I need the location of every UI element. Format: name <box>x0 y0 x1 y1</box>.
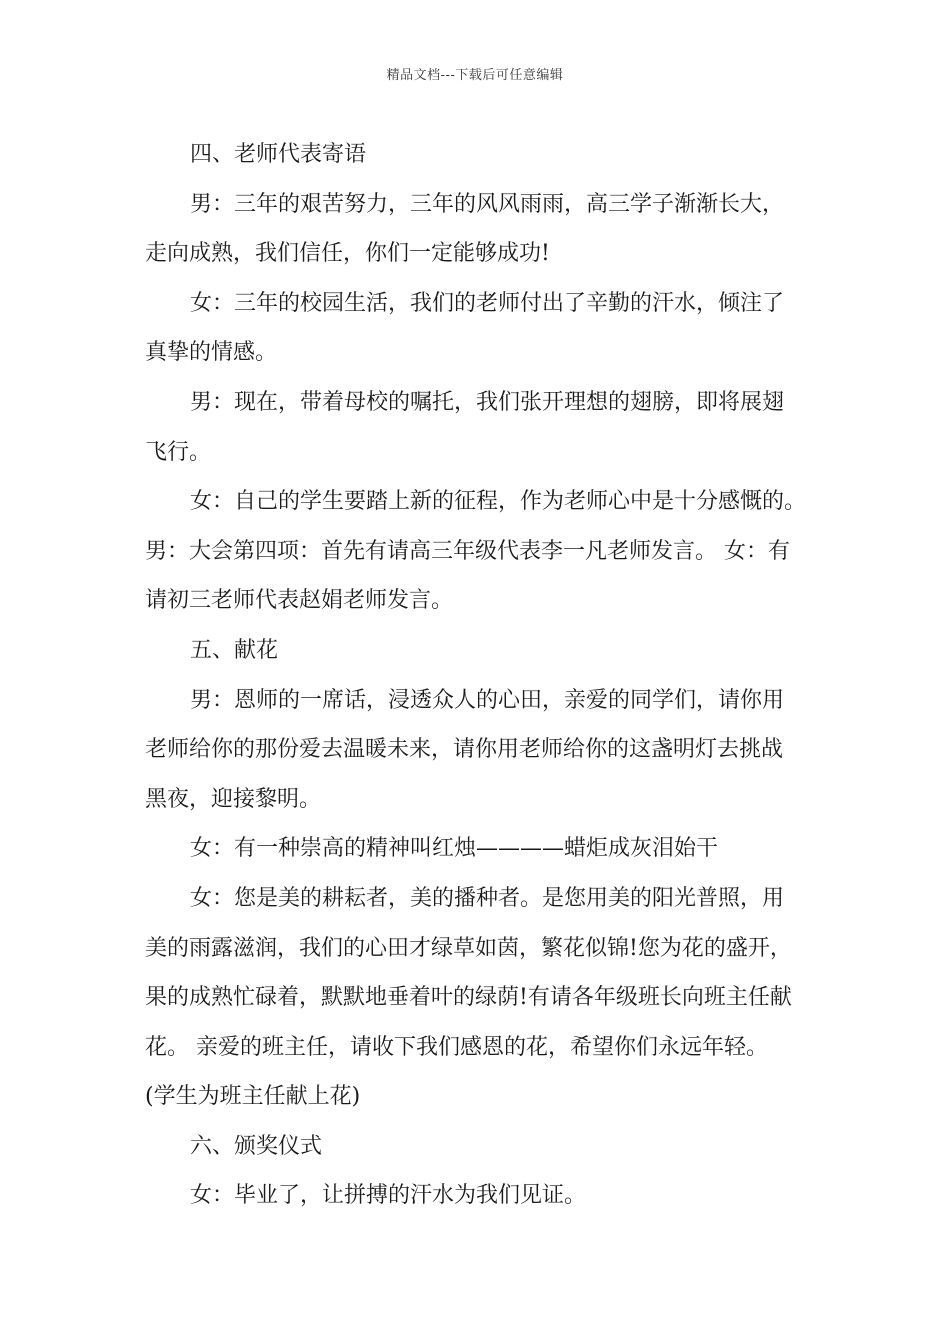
paragraph-line: 果的成熟忙碌着，默默地垂着叶的绿荫!有请各年级班长向班主任献 <box>145 985 792 1011</box>
paragraph-line: 走向成熟，我们信任，你们一定能够成功! <box>145 241 550 267</box>
paragraph-line: 男：现在，带着母校的嘱托，我们张开理想的翅膀，即将展翅 <box>190 389 785 415</box>
paragraph-line: 女：毕业了，让拼搏的汗水为我们见证。 <box>190 1183 587 1209</box>
paragraph-line: 男：恩师的一席话，浸透众人的心田，亲爱的同学们，请你用 <box>190 687 785 713</box>
paragraph-line: 真挚的情感。 <box>145 340 278 366</box>
paragraph-line: 黑夜，迎接黎明。 <box>145 786 322 812</box>
page-header: 精品文档---下载后可任意编辑 <box>386 68 564 83</box>
paragraph-line: 女：三年的校园生活，我们的老师付出了辛勤的汗水，倾注了 <box>190 290 785 316</box>
document-body <box>145 130 810 1221</box>
paragraph-line: 请初三老师代表赵娟老师发言。 <box>145 588 454 614</box>
paragraph-line: 女：您是美的耕耘者，美的播种者。是您用美的阳光普照，用 <box>190 885 785 911</box>
paragraph-line: 飞行。 <box>145 439 212 465</box>
paragraph-line: 男：大会第四项：首先有请高三年级代表李一凡老师发言。 女：有 <box>145 538 790 564</box>
paragraph-line: 美的雨露滋润，我们的心田才绿草如茵，繁花似锦!您为花的盛开， <box>145 935 792 961</box>
section-heading: 五、献花 <box>190 637 279 663</box>
section-heading: 六、颁奖仪式 <box>190 1133 323 1159</box>
paragraph-line: 女：自己的学生要踏上新的征程，作为老师心中是十分感慨的。 <box>190 489 807 515</box>
paragraph-line: (学生为班主任献上花) <box>145 1084 361 1110</box>
paragraph-line: 老师给你的那份爱去温暖未来，请你用老师给你的这盏明灯去挑战 <box>145 737 784 763</box>
section-heading: 四、老师代表寄语 <box>190 142 367 167</box>
paragraph-line: 花。 亲爱的班主任，请收下我们感恩的花，希望你们永远年轻。 <box>145 1034 768 1060</box>
paragraph-line: 男：三年的艰苦努力，三年的风风雨雨，高三学子渐渐长大， <box>190 191 785 217</box>
paragraph-line: 女：有一种崇高的精神叫红烛————蜡炬成灰泪始干 <box>190 836 719 862</box>
